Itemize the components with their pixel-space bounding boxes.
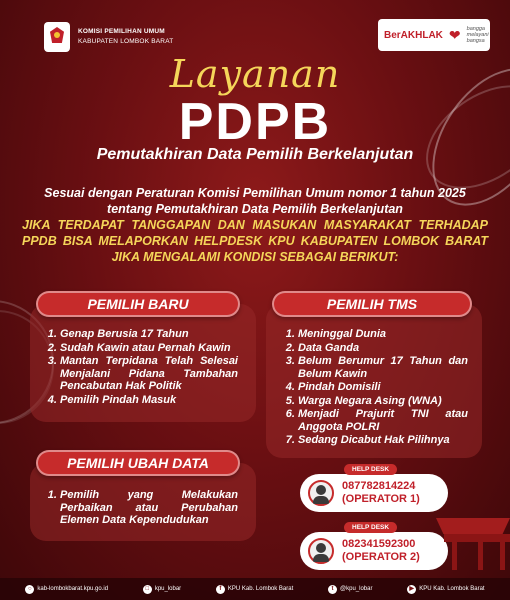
social-youtube[interactable]: [407, 585, 484, 594]
social-label: kpu_lobar: [154, 586, 182, 592]
list-item: 3. Mantan Terpidana Telah Selesai Menjalani Pidana Tambahan Pencabutan Hak Politik: [60, 355, 238, 393]
social-web[interactable]: [25, 585, 108, 594]
list-item: 4. Pemilih Pindah Masuk: [60, 394, 238, 407]
badge-title: BerAKHLAK: [384, 29, 443, 41]
helpdesk-tag: HELP DESK: [344, 464, 397, 475]
pemilih-ubah-title: PEMILIH UBAH DATA: [36, 450, 240, 476]
list-item: 4. Pindah Domisili: [298, 381, 468, 394]
web-icon: ○: [25, 585, 34, 594]
list-item: 2. Sudah Kawin atau Pernah Kawin: [60, 342, 238, 355]
youtube-icon: ▶: [407, 585, 416, 594]
pemilih-baru-title: PEMILIH BARU: [36, 291, 240, 317]
helpdesk-operator: (OPERATOR 2): [342, 551, 420, 563]
intro-text: Sesuai dengan Peraturan Komisi Pemilihan Umum nomor 1 tahun 2025 tentang Pemutakhiran Data Pemilih Berkelanjutan: [44, 186, 466, 216]
berakhlak-badge: [378, 19, 490, 51]
list-item: 6. Menjadi Prajurit TNI atau Anggota POLRI: [298, 408, 468, 433]
helpdesk-tag: HELP DESK: [344, 522, 397, 533]
facebook-icon: f: [216, 585, 225, 594]
pemilih-baru-panel: [30, 304, 256, 422]
org-line1: KOMISI PEMILIHAN UMUM: [78, 28, 165, 35]
list-item: 1. Genap Berusia 17 Tahun: [60, 328, 238, 341]
social-label: @kpu_lobar: [340, 586, 373, 592]
main-title: PDPB: [178, 93, 332, 151]
helpdesk-phone[interactable]: 082341592300: [342, 538, 416, 550]
badge-sub1: bangga: [466, 26, 485, 32]
helpdesk-contact: [342, 538, 420, 564]
badge-subtext: [467, 26, 489, 44]
helpdesk-contact: [342, 480, 420, 506]
pemilih-ubah-list: [44, 489, 238, 527]
kpu-logo-block: [44, 22, 173, 52]
social-twitter[interactable]: [328, 585, 372, 594]
social-footer: [0, 578, 510, 600]
pemilih-tms-panel: [266, 304, 482, 458]
operator-headset-icon: [308, 538, 334, 564]
pemilih-tms-list: [282, 328, 468, 447]
list-item: 5. Warga Negara Asing (WNA): [298, 395, 468, 408]
social-label: KPU Kab. Lombok Barat: [227, 586, 294, 592]
heart-icon: ❤: [448, 27, 461, 43]
helpdesk-operator: (OPERATOR 1): [342, 493, 420, 505]
social-label: KPU Kab. Lombok Barat: [419, 586, 485, 592]
intro-highlight: JIKA TERDAPAT TANGGAPAN DAN MASUKAN MASYARAKAT TERHADAP PPDB BISA MELAPORKAN HELPDESK KPU KABUPATEN LOMBOK BARAT JIKA MENGALAMI KONDISI SEBAGAI BERIKUT:: [22, 218, 488, 264]
helpdesk-phone[interactable]: 087782814224: [342, 480, 416, 492]
list-item: 2. Data Ganda: [298, 342, 468, 355]
badge-sub2: melayani: [466, 32, 489, 38]
list-item: 7. Sedang Dicabut Hak Pilihnya: [298, 434, 468, 447]
org-name: [78, 27, 173, 47]
list-item: 3. Belum Berumur 17 Tahun dan Belum Kawin: [298, 355, 468, 380]
subtitle: Pemutakhiran Data Pemilih Berkelanjutan: [96, 146, 414, 163]
kpu-logo-icon: [44, 22, 70, 52]
pemilih-baru-list: [44, 328, 238, 406]
list-item: 1. Meninggal Dunia: [298, 328, 468, 341]
instagram-icon: □: [143, 585, 152, 594]
org-line2: KABUPATEN LOMBOK BARAT: [78, 38, 174, 45]
social-facebook[interactable]: [216, 585, 293, 594]
badge-sub3: bangsa: [466, 38, 485, 44]
list-item: 1. Pemilih yang Melakukan Perbaikan atau Perubahan Elemen Data Kependudukan: [60, 489, 238, 527]
helpdesk-card-2[interactable]: [300, 524, 448, 570]
helpdesk-card-1[interactable]: [300, 466, 448, 512]
script-title: Layanan: [169, 52, 341, 96]
operator-headset-icon: [308, 480, 334, 506]
pemilih-tms-title: PEMILIH TMS: [272, 291, 472, 317]
pavilion-decoration: [430, 512, 510, 574]
twitter-icon: t: [328, 585, 337, 594]
social-instagram[interactable]: [143, 585, 181, 594]
social-label: kab-lombokbarat.kpu.go.id: [37, 586, 109, 592]
